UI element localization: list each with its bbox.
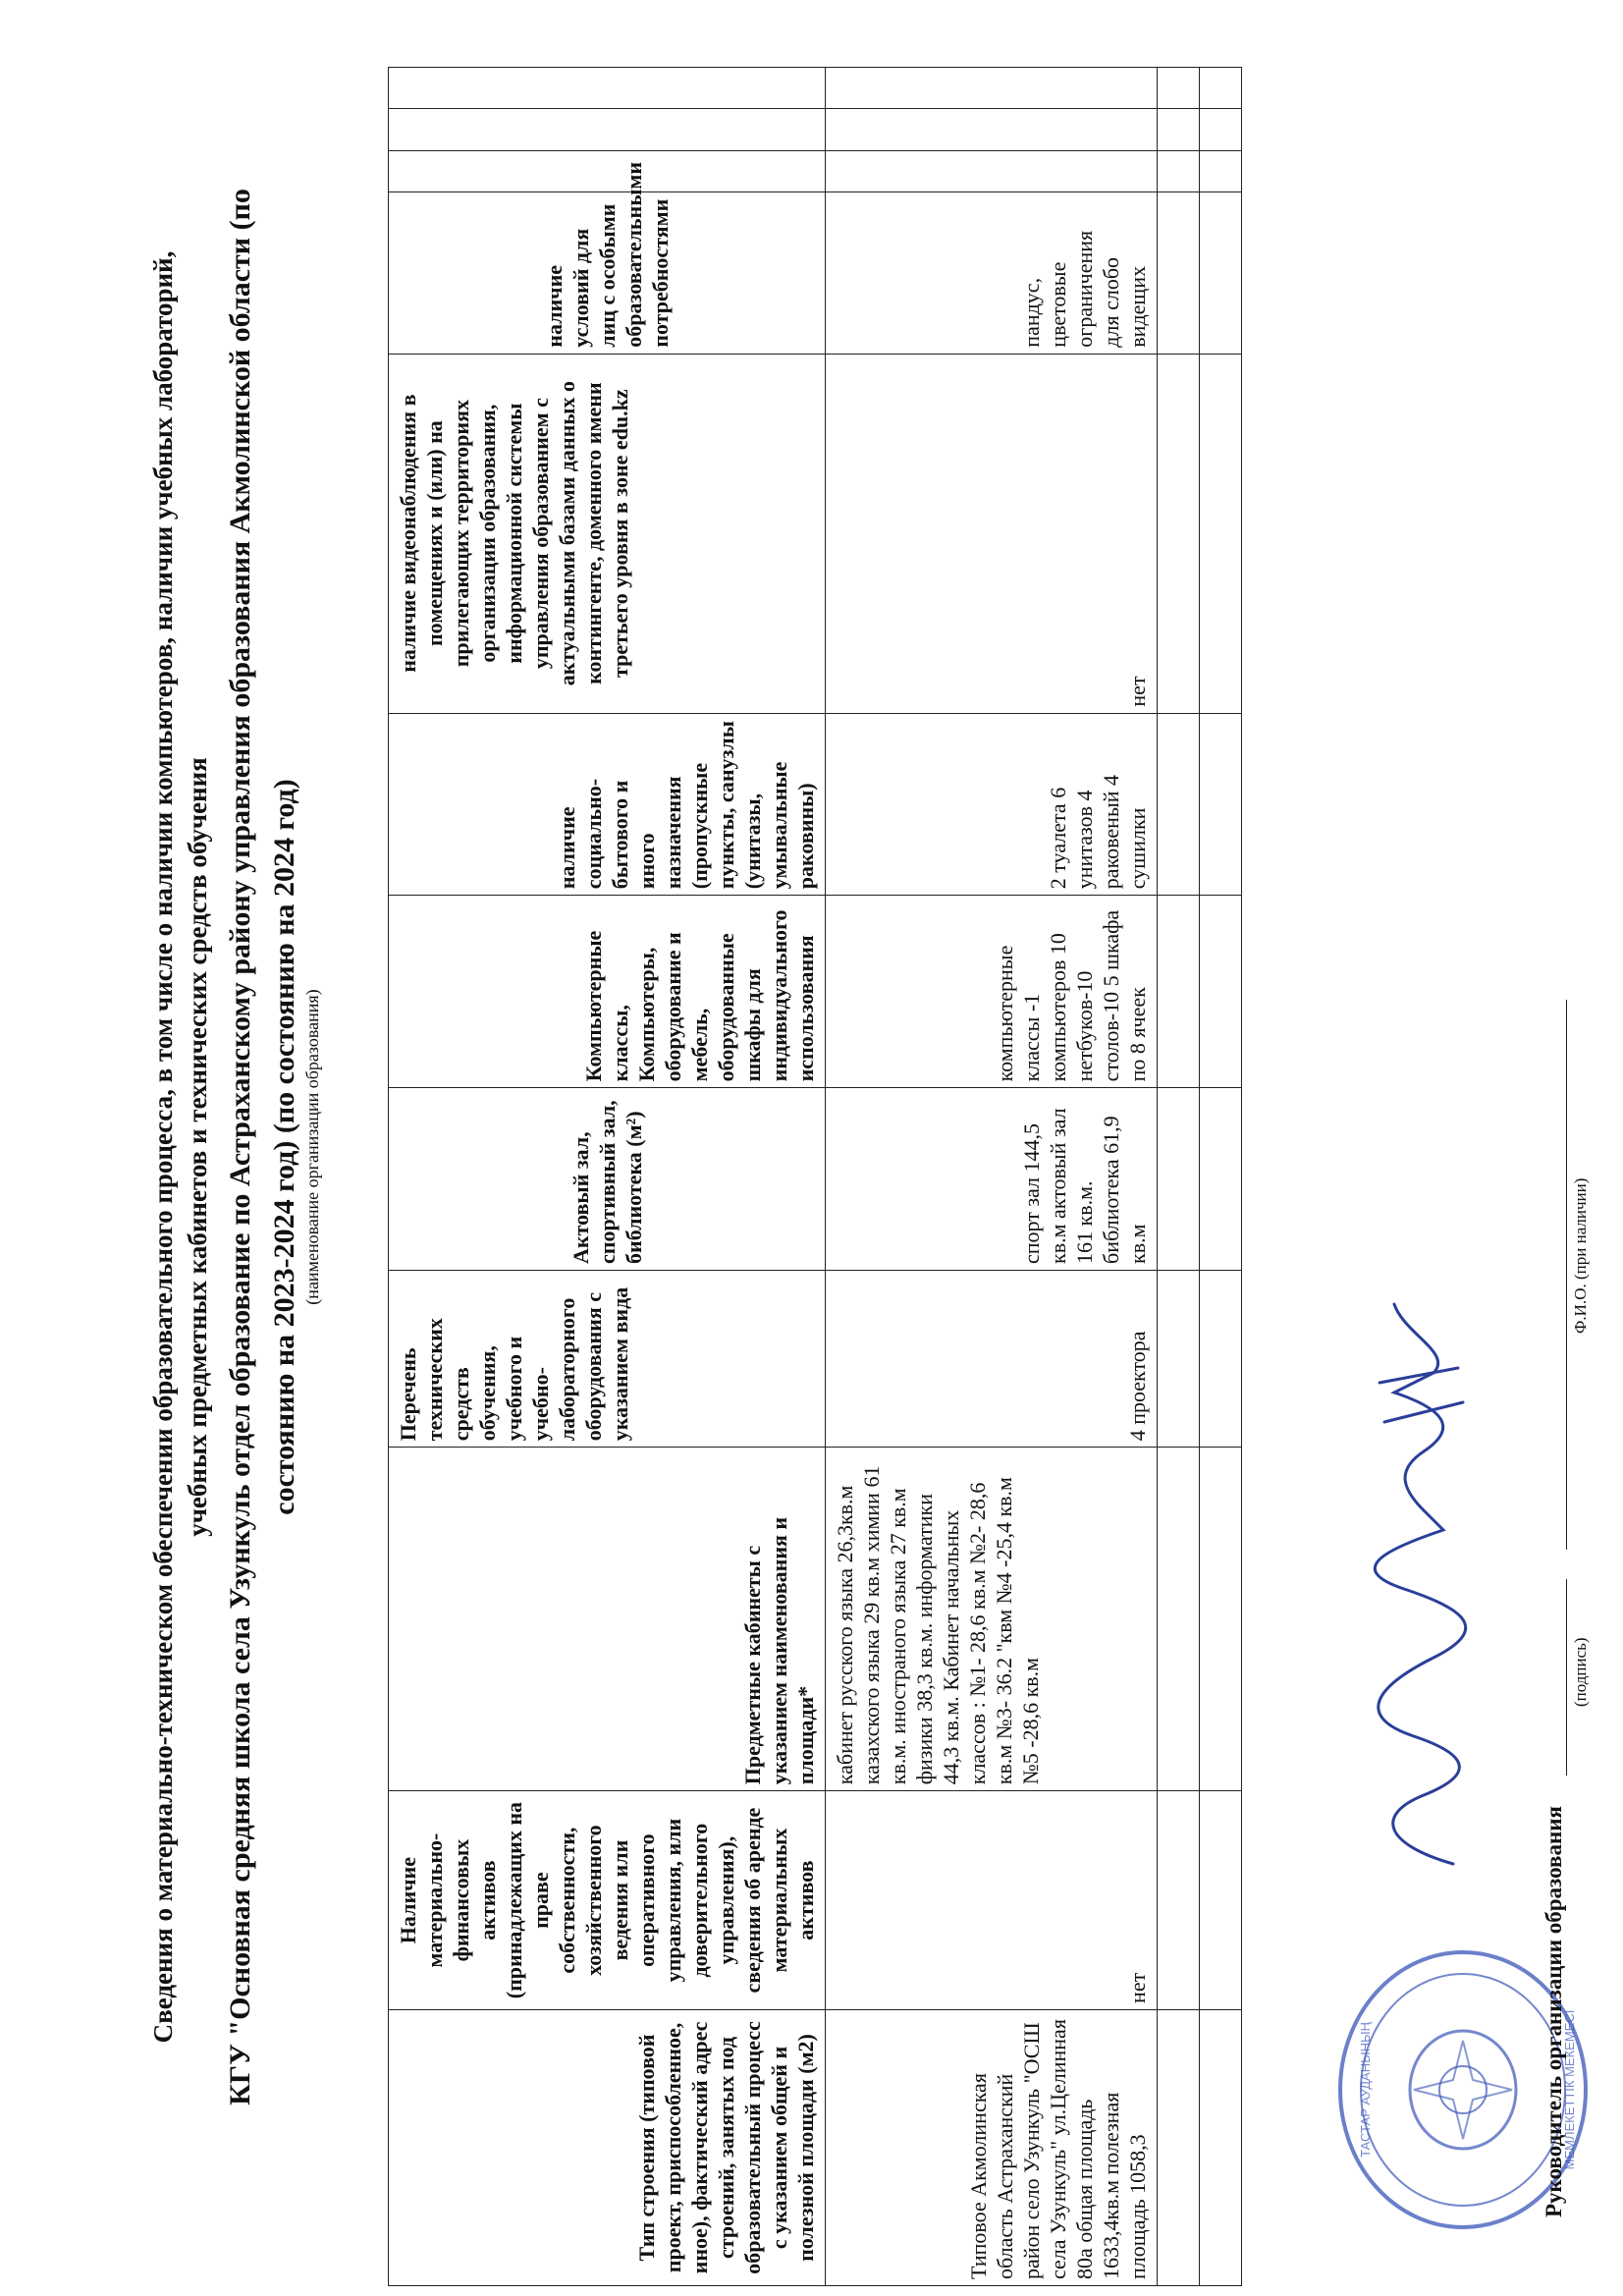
- empty-cell: [1200, 68, 1242, 109]
- empty-cell: [1200, 1270, 1242, 1447]
- empty-cell: [1158, 713, 1200, 896]
- header-cell-extra-2: [389, 109, 826, 150]
- header-cell-extra-1: [389, 150, 826, 191]
- header-cell-computers: Компьютерные классы, Компьютеры, оборудование и мебель, оборудованные шкафы для индивидуального использования: [389, 896, 826, 1088]
- cell-building: Типовое Акмолинская область Астраханский район село Узункуль "ОСШ села Узункуль" ул.Целинная 80а общая площадь 1633,4кв.м полезная площадь 1058,3: [826, 2009, 1158, 2285]
- cell-equipment: 4 проектора: [826, 1270, 1158, 1447]
- empty-cell: [1200, 2009, 1242, 2285]
- empty-cell: [1158, 1270, 1200, 1447]
- header-cell-classrooms: Предметные кабинеты с указанием наименования и площади*: [389, 1448, 826, 1791]
- empty-cell: [1158, 896, 1200, 1088]
- empty-cell: [1200, 896, 1242, 1088]
- sign-line: [1566, 1579, 1567, 1776]
- header-cell-equipment: Перечень технических средств обучения, учебного и учебно-лабораторного оборудования с указанием вида: [389, 1270, 826, 1447]
- empty-cell: [1158, 192, 1200, 354]
- svg-text:МЕМЛЕКЕТТІК МЕКЕМЕСІ: МЕМЛЕКЕТТІК МЕКЕМЕСІ: [1562, 2009, 1577, 2170]
- cell-extra-1: [826, 150, 1158, 191]
- cell-video: нет: [826, 354, 1158, 713]
- empty-cell: [1158, 109, 1200, 150]
- header-cell-special-needs: наличие условий для лиц с особыми образовательными потребностями: [389, 192, 826, 354]
- empty-cell: [1158, 1088, 1200, 1271]
- empty-row-2: [1200, 68, 1242, 2286]
- title-line-3: КГУ "Основная средняя школа села Узункуль отдел образование по Астраханскому району управления образования Акмолинской области (по: [224, 189, 256, 2105]
- empty-cell: [1158, 1448, 1200, 1791]
- title-block: [147, 37, 323, 2257]
- header-cell-extra-3: [389, 68, 826, 109]
- cell-facilities: 2 туалета 6 унитазов 4 раковеный 4 сушилки: [826, 713, 1158, 896]
- cell-assets: нет: [826, 1791, 1158, 2010]
- title-line-4: состоянию на 2023-2024 год) (по состоянию на 2024 год): [268, 779, 300, 1515]
- materials-table: [388, 67, 1242, 2286]
- head-label: Руководитель организации образования: [1542, 1806, 1566, 2217]
- header-cell-video: наличие видеонаблюдения в помещениях и (или) на прилегающих территориях организации образования, информационной системы управления образованием с актуальными базами данных о контингенте, доменного имени третьего уровня в зоне edu.kz: [389, 354, 826, 713]
- header-cell-facilities: наличие социально-бытового и иного назначения (пропускные пункты, санузлы (унитазы, умывальные раковины): [389, 713, 826, 896]
- fio-line: [1566, 1000, 1567, 1550]
- svg-text:ТАСТАР АУДАНЫНЫҢ: ТАСТАР АУДАНЫНЫҢ: [1358, 2022, 1373, 2158]
- empty-cell: [1200, 150, 1242, 191]
- header-row: [389, 68, 826, 2286]
- cell-halls: спорт зал 144,5 кв.м актовый зал 161 кв.м. библиотека 61,9 кв.м: [826, 1088, 1158, 1271]
- title-line-1: Сведения о материально-техническом обеспечении образовательного процесса, в том числе о наличии компьютеров, наличии учебных лабораторий,: [148, 250, 178, 2044]
- empty-cell: [1200, 192, 1242, 354]
- title-subtitle: (наименование организации образования): [302, 989, 322, 1305]
- empty-cell: [1158, 150, 1200, 191]
- empty-cell: [1158, 354, 1200, 713]
- cell-computers: компьютерные классы -1 компьютеров 10 нетбуков-10 столов-10 5 шкафа по 8 ячеек: [826, 896, 1158, 1088]
- fio-caption: Ф.И.О. (при наличии): [1571, 1177, 1590, 1334]
- empty-cell: [1200, 1791, 1242, 2010]
- table-row: [826, 68, 1158, 2286]
- cell-special-needs: пандус, цветовые ограничения для слобо видещих: [826, 192, 1158, 354]
- empty-cell: [1158, 2009, 1200, 2285]
- title-line-2: учебных предметных кабинетов и технических средств обучения: [183, 757, 212, 1537]
- cell-extra-2: [826, 109, 1158, 150]
- empty-row-1: [1158, 68, 1200, 2286]
- header-cell-building: Тип строения (типовой проект, приспособленное, иное), фактический адрес строений, занятых под образовательный процесс с указанием общей и полезной площади (м2): [389, 2009, 826, 2285]
- empty-cell: [1158, 1791, 1200, 2010]
- header-cell-halls: Актовый зал, спортивный зал, библиотека (м²): [389, 1088, 826, 1271]
- empty-cell: [1200, 354, 1242, 713]
- empty-cell: [1200, 1448, 1242, 1791]
- signature-block: [1394, 744, 1591, 2217]
- sign-caption: (подпись): [1571, 1637, 1590, 1707]
- empty-cell: [1200, 713, 1242, 896]
- empty-cell: [1200, 109, 1242, 150]
- empty-cell: [1200, 1088, 1242, 1271]
- cell-classrooms: кабинет русского языка 26,3кв.м казахского языка 29 кв.м химии 61 кв.м. иностраного языка 27 кв.м физики 38,3 кв.м. информатики 44,3 кв.м. Кабинет начальных классов : №1- 28,6 кв.м №2- 28,6 кв.м №3- 36.2 "квм №4 -25,4 кв.м №5 -28,6 кв.м: [826, 1448, 1158, 1791]
- empty-cell: [1158, 68, 1200, 109]
- cell-extra-3: [826, 68, 1158, 109]
- header-cell-assets: Наличие материально-финансовых активов (принадлежащих на праве собственности, хозяйственного ведения или оперативного управления, или доверительного управления), сведения об аренде материальных активов: [389, 1791, 826, 2010]
